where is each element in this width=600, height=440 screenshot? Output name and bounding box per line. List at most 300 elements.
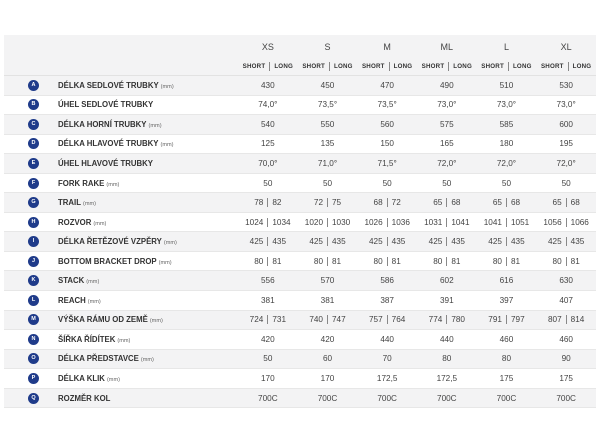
short-value: 80 xyxy=(433,256,443,266)
value-cell: 73,5° xyxy=(357,95,417,115)
value-pair xyxy=(477,198,537,207)
divider xyxy=(387,315,388,324)
value-cell: 391 xyxy=(417,291,477,311)
row-label: VÝŠKA RÁMU OD ZEMĚ xyxy=(58,315,148,325)
divider xyxy=(446,315,447,324)
short-long-pair xyxy=(477,62,537,71)
row-label: ROZMĚR KOL xyxy=(58,393,111,403)
short-value: 1024 xyxy=(245,217,264,227)
row-letter-badge: H xyxy=(28,217,39,228)
row-letter-cell xyxy=(4,115,58,135)
row-label: ŠÍŘKA ŘÍDÍTEK xyxy=(58,334,116,344)
divider xyxy=(389,62,390,71)
row-letter-badge: B xyxy=(28,99,39,110)
value-cell: 50 xyxy=(298,173,358,193)
short-value: 425 xyxy=(488,237,502,247)
short-long-pair xyxy=(298,62,358,71)
long-label: LONG xyxy=(274,63,294,70)
row-letter-cell xyxy=(4,212,58,232)
value-cell: 71,0° xyxy=(298,154,358,174)
value-cell: 586 xyxy=(357,271,417,291)
short-value: 425 xyxy=(309,237,323,247)
long-value: 780 xyxy=(451,315,465,325)
divider xyxy=(566,218,567,227)
long-value: 81 xyxy=(451,256,461,266)
long-value: 68 xyxy=(451,198,461,208)
value-cell: 440 xyxy=(357,330,417,350)
table-row xyxy=(4,154,596,174)
divider xyxy=(446,218,447,227)
long-value: 435 xyxy=(332,237,346,247)
size-header: S xyxy=(298,35,358,58)
value-cell: 407 xyxy=(536,291,596,311)
row-letter-cell xyxy=(4,95,58,115)
value-cell xyxy=(477,232,537,252)
long-value: 81 xyxy=(332,256,342,266)
value-cell: 490 xyxy=(417,76,477,96)
table-row xyxy=(4,349,596,369)
divider xyxy=(506,237,507,246)
short-long-header xyxy=(238,58,298,76)
divider xyxy=(566,315,567,324)
divider xyxy=(267,257,268,266)
value-cell: 50 xyxy=(536,173,596,193)
row-letter-badge: O xyxy=(28,353,39,364)
short-value: 78 xyxy=(254,198,264,208)
divider xyxy=(448,62,449,71)
value-cell: 700C xyxy=(417,388,477,408)
row-letter-badge: E xyxy=(28,158,39,169)
row-label: DÉLKA ŘETĚZOVÉ VZPĚRY xyxy=(58,237,162,247)
value-pair xyxy=(536,315,596,324)
value-pair xyxy=(417,315,477,324)
row-label-cell xyxy=(58,388,238,408)
divider xyxy=(506,315,507,324)
value-cell xyxy=(417,212,477,232)
row-unit: (mm) xyxy=(106,181,120,188)
value-cell: 460 xyxy=(536,330,596,350)
value-cell: 575 xyxy=(417,115,477,135)
row-letter-cell xyxy=(4,291,58,311)
divider xyxy=(387,218,388,227)
value-cell xyxy=(238,193,298,213)
short-value: 724 xyxy=(249,315,264,325)
table-row xyxy=(4,212,596,232)
row-letter-badge: D xyxy=(28,138,39,149)
short-long-header xyxy=(536,58,596,76)
value-cell: 387 xyxy=(357,291,417,311)
short-value: 425 xyxy=(547,237,562,247)
row-label: ÚHEL SEDLOVÉ TRUBKY xyxy=(58,100,154,110)
short-value: 425 xyxy=(249,237,264,247)
value-pair xyxy=(357,237,417,246)
value-cell: 700C xyxy=(536,388,596,408)
value-cell: 600 xyxy=(536,115,596,135)
row-label-cell xyxy=(58,330,238,350)
table-row xyxy=(4,95,596,115)
divider xyxy=(267,198,268,207)
value-cell: 50 xyxy=(238,173,298,193)
value-cell: 560 xyxy=(357,115,417,135)
row-label-cell xyxy=(58,369,238,389)
row-letter-badge: N xyxy=(28,334,39,345)
row-letter-cell xyxy=(4,193,58,213)
value-pair xyxy=(536,257,596,266)
divider xyxy=(267,218,268,227)
value-cell: 70 xyxy=(357,349,417,369)
divider xyxy=(387,257,388,266)
value-cell: 71,5° xyxy=(357,154,417,174)
value-pair xyxy=(417,257,477,266)
short-value: 72 xyxy=(313,198,323,208)
value-cell: 630 xyxy=(536,271,596,291)
size-header: M xyxy=(357,35,417,58)
size-header-row xyxy=(4,35,596,58)
value-cell xyxy=(536,232,596,252)
value-cell xyxy=(536,251,596,271)
row-letter-badge: C xyxy=(28,119,39,130)
value-cell: 195 xyxy=(536,134,596,154)
value-cell xyxy=(536,193,596,213)
short-long-header xyxy=(357,58,417,76)
row-letter-badge: P xyxy=(28,373,39,384)
value-cell xyxy=(238,212,298,232)
row-letter-badge: K xyxy=(28,275,39,286)
value-cell xyxy=(357,310,417,330)
short-value: 80 xyxy=(492,256,502,266)
long-value: 435 xyxy=(391,237,406,247)
row-letter-badge: L xyxy=(28,295,39,306)
value-cell: 460 xyxy=(477,330,537,350)
long-label: LONG xyxy=(333,63,353,70)
table-row xyxy=(4,271,596,291)
value-pair xyxy=(357,198,417,207)
value-cell: 381 xyxy=(238,291,298,311)
value-pair xyxy=(298,257,358,266)
value-cell: 616 xyxy=(477,271,537,291)
value-pair xyxy=(238,237,298,246)
header-spacer xyxy=(58,58,238,76)
row-label: FORK RAKE xyxy=(58,178,105,188)
row-letter-badge: I xyxy=(28,236,39,247)
value-cell: 530 xyxy=(536,76,596,96)
value-cell xyxy=(357,232,417,252)
value-cell: 73,5° xyxy=(298,95,358,115)
value-cell: 700C xyxy=(357,388,417,408)
value-cell: 170 xyxy=(238,369,298,389)
table-row xyxy=(4,369,596,389)
value-pair xyxy=(357,218,417,227)
value-cell: 50 xyxy=(417,173,477,193)
row-unit: (mm) xyxy=(82,201,96,208)
divider xyxy=(568,62,569,71)
long-value: 72 xyxy=(391,198,401,208)
short-label: SHORT xyxy=(540,63,564,70)
divider xyxy=(506,198,507,207)
long-label: LONG xyxy=(512,63,532,70)
long-value: 435 xyxy=(570,237,585,247)
row-label-cell xyxy=(58,251,238,271)
long-value: 814 xyxy=(570,315,585,325)
value-cell: 700C xyxy=(238,388,298,408)
row-letter-badge: G xyxy=(28,197,39,208)
short-long-header xyxy=(298,58,358,76)
row-letter-cell xyxy=(4,76,58,96)
value-pair xyxy=(357,315,417,324)
divider xyxy=(267,237,268,246)
size-header: L xyxy=(477,35,537,58)
table-row xyxy=(4,388,596,408)
row-label-cell xyxy=(58,232,238,252)
value-pair xyxy=(298,237,358,246)
divider xyxy=(446,257,447,266)
divider xyxy=(506,257,507,266)
divider xyxy=(566,237,567,246)
row-label: REACH xyxy=(58,295,86,305)
row-label-cell xyxy=(58,310,238,330)
divider xyxy=(267,315,268,324)
value-cell xyxy=(298,232,358,252)
short-label: SHORT xyxy=(481,63,504,70)
row-label-cell xyxy=(58,76,238,96)
value-cell xyxy=(357,193,417,213)
short-value: 80 xyxy=(254,256,264,266)
row-letter-badge: J xyxy=(28,256,39,267)
row-unit: (mm) xyxy=(148,122,162,129)
value-pair xyxy=(536,218,596,227)
value-cell xyxy=(417,310,477,330)
value-cell: 175 xyxy=(536,369,596,389)
short-value: 1020 xyxy=(304,217,323,227)
row-label-cell xyxy=(58,291,238,311)
table-row xyxy=(4,193,596,213)
short-value: 80 xyxy=(313,256,323,266)
row-letter-badge: M xyxy=(28,314,39,325)
row-letter-cell xyxy=(4,388,58,408)
value-cell xyxy=(477,251,537,271)
divider xyxy=(506,218,507,227)
row-unit: (mm) xyxy=(149,318,163,325)
divider xyxy=(387,237,388,246)
value-cell: 180 xyxy=(477,134,537,154)
value-cell: 73,0° xyxy=(477,95,537,115)
short-value: 807 xyxy=(547,315,562,325)
row-label: ÚHEL HLAVOVÉ TRUBKY xyxy=(58,158,154,168)
row-unit: (mm) xyxy=(140,357,154,364)
long-value: 1036 xyxy=(391,217,410,227)
row-letter-badge: A xyxy=(28,80,39,91)
value-cell: 175 xyxy=(477,369,537,389)
row-unit: (mm) xyxy=(106,376,120,383)
divider xyxy=(387,198,388,207)
value-cell: 381 xyxy=(298,291,358,311)
value-cell: 170 xyxy=(298,369,358,389)
short-value: 1056 xyxy=(543,217,562,227)
size-header: XL xyxy=(536,35,596,58)
short-value: 757 xyxy=(368,315,383,325)
row-label: STACK xyxy=(58,276,85,286)
header-spacer xyxy=(58,35,238,58)
row-letter-cell xyxy=(4,134,58,154)
short-label: SHORT xyxy=(302,63,325,70)
short-value: 68 xyxy=(373,198,383,208)
value-cell: 90 xyxy=(536,349,596,369)
row-label: DÉLKA HLAVOVÉ TRUBKY xyxy=(58,139,159,149)
value-cell xyxy=(298,310,358,330)
long-value: 81 xyxy=(510,256,521,266)
value-pair xyxy=(298,218,358,227)
long-value: 435 xyxy=(272,237,287,247)
value-cell: 80 xyxy=(417,349,477,369)
long-value: 81 xyxy=(391,256,401,266)
table-row xyxy=(4,76,596,96)
long-value: 68 xyxy=(510,198,521,208)
short-long-pair xyxy=(357,62,417,71)
long-value: 731 xyxy=(272,315,287,325)
value-cell: 700C xyxy=(477,388,537,408)
value-cell: 165 xyxy=(417,134,477,154)
value-pair xyxy=(536,237,596,246)
row-unit: (mm) xyxy=(93,220,107,227)
divider xyxy=(327,237,328,246)
value-cell: 450 xyxy=(298,76,358,96)
header-spacer xyxy=(4,58,58,76)
value-cell: 72,0° xyxy=(536,154,596,174)
table-row xyxy=(4,173,596,193)
long-label: LONG xyxy=(393,63,413,70)
value-cell xyxy=(477,310,537,330)
divider xyxy=(327,218,328,227)
row-unit: (mm) xyxy=(163,240,177,247)
short-value: 1026 xyxy=(364,217,383,227)
value-pair xyxy=(238,198,298,207)
geometry-table-container xyxy=(4,35,596,408)
short-long-header-row xyxy=(4,58,596,76)
row-label-cell xyxy=(58,271,238,291)
row-unit: (mm) xyxy=(87,298,101,305)
short-value: 774 xyxy=(428,315,443,325)
value-cell xyxy=(238,232,298,252)
short-long-pair xyxy=(536,62,596,71)
value-cell: 150 xyxy=(357,134,417,154)
row-label: DÉLKA SEDLOVÉ TRUBKY xyxy=(58,80,159,90)
value-cell: 550 xyxy=(298,115,358,135)
value-cell: 50 xyxy=(238,349,298,369)
row-letter-cell xyxy=(4,271,58,291)
value-cell: 125 xyxy=(238,134,298,154)
table-row xyxy=(4,291,596,311)
row-label: DÉLKA KLIK xyxy=(58,373,105,383)
short-label: SHORT xyxy=(421,63,445,70)
value-pair xyxy=(238,218,298,227)
row-label-cell xyxy=(58,349,238,369)
short-value: 65 xyxy=(552,198,562,208)
table-row xyxy=(4,232,596,252)
divider xyxy=(446,198,447,207)
row-label: BOTTOM BRACKET DROP xyxy=(58,256,157,266)
short-long-header xyxy=(417,58,477,76)
row-label: TRAIL xyxy=(58,198,81,208)
divider xyxy=(329,62,330,71)
value-cell: 80 xyxy=(477,349,537,369)
value-cell: 135 xyxy=(298,134,358,154)
value-cell: 510 xyxy=(477,76,537,96)
short-value: 80 xyxy=(373,256,383,266)
value-cell xyxy=(298,193,358,213)
value-cell xyxy=(357,212,417,232)
value-cell: 73,0° xyxy=(417,95,477,115)
row-letter-cell xyxy=(4,349,58,369)
short-value: 1041 xyxy=(483,217,502,227)
table-row xyxy=(4,134,596,154)
divider xyxy=(327,198,328,207)
short-label: SHORT xyxy=(361,63,385,70)
row-unit: (mm) xyxy=(160,142,174,149)
divider xyxy=(566,257,567,266)
value-cell xyxy=(417,193,477,213)
value-cell: 172,5 xyxy=(357,369,417,389)
value-pair xyxy=(298,198,358,207)
long-value: 1034 xyxy=(272,217,291,227)
row-letter-cell xyxy=(4,173,58,193)
row-unit: (mm) xyxy=(160,83,174,90)
divider xyxy=(446,237,447,246)
value-cell: 50 xyxy=(357,173,417,193)
short-long-header xyxy=(477,58,537,76)
divider xyxy=(566,198,567,207)
short-label: SHORT xyxy=(242,63,266,70)
divider xyxy=(327,257,328,266)
short-long-pair xyxy=(238,62,298,71)
long-value: 435 xyxy=(510,237,525,247)
size-header: XS xyxy=(238,35,298,58)
value-cell xyxy=(357,251,417,271)
long-value: 68 xyxy=(570,198,580,208)
short-long-pair xyxy=(417,62,477,71)
long-value: 797 xyxy=(510,315,525,325)
row-label-cell xyxy=(58,134,238,154)
value-cell: 50 xyxy=(477,173,537,193)
value-cell: 700C xyxy=(298,388,358,408)
value-pair xyxy=(417,218,477,227)
divider xyxy=(327,315,328,324)
long-value: 81 xyxy=(272,256,282,266)
table-row xyxy=(4,330,596,350)
value-cell: 470 xyxy=(357,76,417,96)
table-header xyxy=(4,35,596,76)
long-value: 1051 xyxy=(510,217,530,227)
table-body xyxy=(4,76,596,408)
value-pair xyxy=(477,257,537,266)
short-value: 425 xyxy=(368,237,383,247)
row-letter-cell xyxy=(4,232,58,252)
row-label: DÉLKA PŘEDSTAVCE xyxy=(58,354,139,364)
row-unit: (mm) xyxy=(86,279,100,286)
long-value: 764 xyxy=(391,315,406,325)
long-label: LONG xyxy=(453,63,472,70)
value-cell xyxy=(417,251,477,271)
size-header: ML xyxy=(417,35,477,58)
value-pair xyxy=(477,218,537,227)
value-cell xyxy=(477,193,537,213)
table-row xyxy=(4,115,596,135)
value-pair xyxy=(238,315,298,324)
row-label: ROZVOR xyxy=(58,217,92,227)
long-value: 747 xyxy=(332,315,346,325)
geometry-table xyxy=(4,35,596,408)
row-label-cell xyxy=(58,212,238,232)
value-cell xyxy=(536,212,596,232)
